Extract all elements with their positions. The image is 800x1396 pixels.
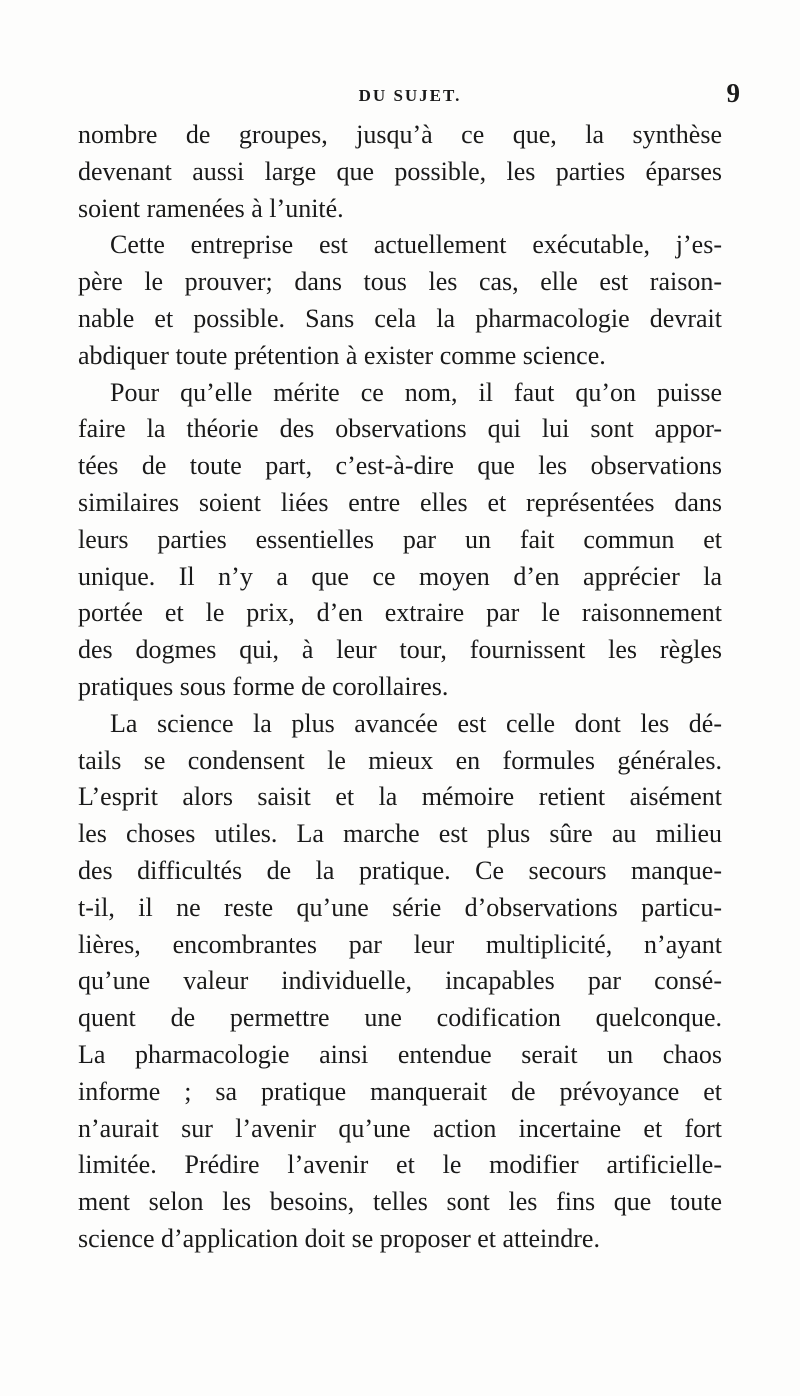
text-line: L’esprit alors saisit et la mémoire retient aisément <box>78 782 722 812</box>
text-line: les choses utiles. La marche est plus sûre au milieu <box>78 819 722 849</box>
text-line: abdiquer toute prétention à exister comme science. <box>78 340 606 370</box>
text-line: Cette entreprise est actuellement exécutable, j’es- <box>110 230 722 260</box>
text-line: leurs parties essentielles par un fait commun et <box>78 524 722 554</box>
text-line: La pharmacologie ainsi entendue serait un chaos <box>78 1039 722 1069</box>
text-line: qu’une valeur individuelle, incapables par consé- <box>78 966 722 996</box>
text-line: ment selon les besoins, telles sont les fins que toute <box>78 1187 722 1217</box>
text-line: faire la théorie des observations qui lui sont appor- <box>78 414 722 444</box>
text-line: tails se condensent le mieux en formules générales. <box>78 745 722 775</box>
body-text <box>78 117 722 1258</box>
text-line: des dogmes qui, à leur tour, fournissent les règles <box>78 635 722 665</box>
text-line: La science la plus avancée est celle dont les dé- <box>110 708 722 738</box>
text-line: devenant aussi large que possible, les parties éparses <box>78 156 722 186</box>
text-line: soient ramenées à l’unité. <box>78 193 344 223</box>
running-head <box>80 78 740 112</box>
page-number: 9 <box>726 78 740 108</box>
text-line: unique. Il n’y a que ce moyen d’en apprécier la <box>78 561 722 591</box>
text-line: père le prouver; dans tous les cas, elle est raison- <box>78 267 722 297</box>
text-line: des difficultés de la pratique. Ce secours manque- <box>78 855 722 885</box>
text-line: science d’application doit se proposer et atteindre. <box>78 1223 600 1253</box>
text-line: similaires soient liées entre elles et représentées dans <box>78 487 722 517</box>
running-title: DU SUJET. <box>358 86 462 105</box>
text-line: limitée. Prédire l’avenir et le modifier artificielle- <box>78 1150 722 1180</box>
text-line: t-il, il ne reste qu’une série d’observations particu- <box>78 892 722 922</box>
text-line: nable et possible. Sans cela la pharmacologie devrait <box>78 303 722 333</box>
text-line: pratiques sous forme de corollaires. <box>78 671 449 701</box>
text-line: n’aurait sur l’avenir qu’une action incertaine et fort <box>78 1113 722 1143</box>
text-line: nombre de groupes, jusqu’à ce que, la synthèse <box>78 120 722 149</box>
text-line: Pour qu’elle mérite ce nom, il faut qu’on puisse <box>110 377 722 407</box>
text-line: portée et le prix, d’en extraire par le raisonnement <box>78 598 722 628</box>
text-line: lières, encombrantes par leur multiplicité, n’ayant <box>78 929 722 959</box>
text-line: quent de permettre une codification quelconque. <box>78 1003 722 1033</box>
text-line: tées de toute part, c’est-à-dire que les observations <box>78 451 722 481</box>
text-line: informe ; sa pratique manquerait de prévoyance et <box>78 1076 722 1106</box>
